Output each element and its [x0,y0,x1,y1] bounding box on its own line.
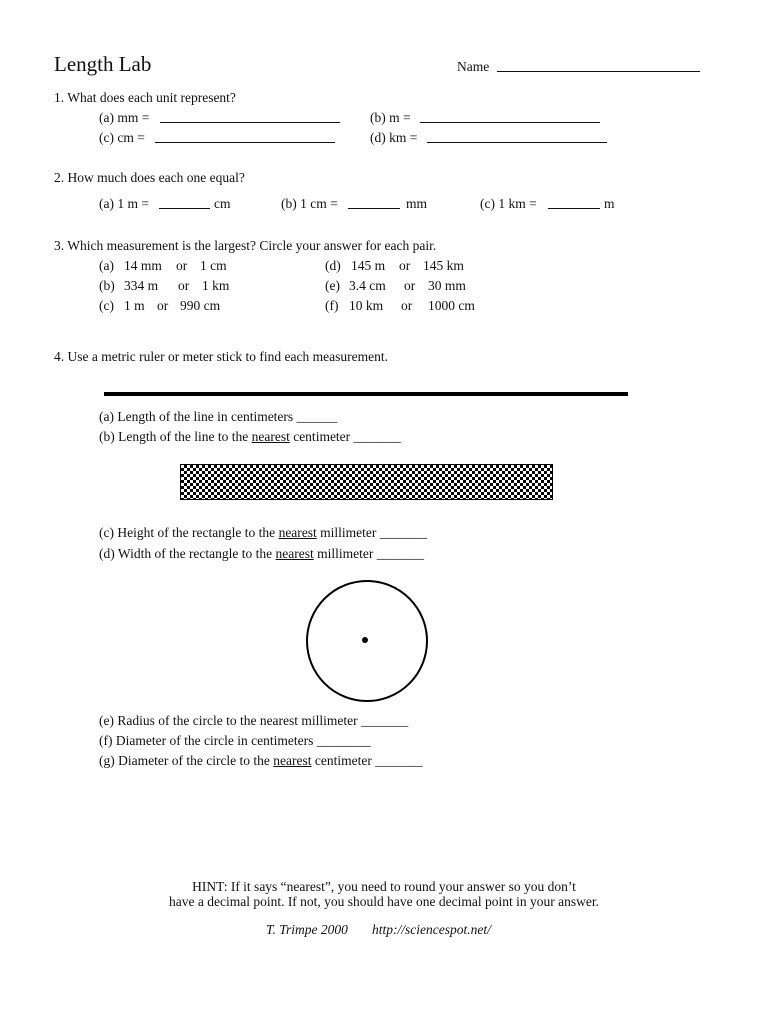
q2-b-blank[interactable] [348,208,400,209]
q4-c-pre: (c) Height of the rectangle to the [99,525,276,540]
q2-c-blank[interactable] [548,208,600,209]
q1-c-blank[interactable] [155,142,335,143]
q1-prompt: 1. What does each unit represent? [54,90,236,105]
q4-b-text [99,429,401,445]
q2-a-blank[interactable] [159,208,210,209]
q3-d-value2[interactable]: 145 km [423,258,464,273]
checkered-rectangle [180,464,553,500]
q3-e-label: (e) [325,278,340,293]
q4-d-pre: (d) Width of the rectangle to the [99,546,273,561]
q3-a-value2[interactable]: 1 cm [200,258,227,273]
q1-a-label: (a) mm = [99,110,150,125]
q3-f-or: or [401,298,413,313]
q3-f-value1[interactable]: 10 km [349,298,384,313]
name-blank[interactable] [497,71,700,72]
q4-c-post: millimeter _______ [320,525,428,540]
q2-b-label: (b) 1 cm = [281,196,338,211]
q1-a-blank[interactable] [160,122,340,123]
q3-b-label: (b) [99,278,115,293]
q3-d-or: or [399,258,411,273]
q3-c-or: or [157,298,169,313]
page-title: Length Lab [54,52,152,76]
q4-prompt: 4. Use a metric ruler or meter stick to find each measurement. [54,349,388,364]
q2-c-label: (c) 1 km = [480,196,537,211]
q3-c-value1[interactable]: 1 m [124,298,145,313]
q3-c-value2[interactable]: 990 cm [180,298,221,313]
q2-a-label: (a) 1 m = [99,196,149,211]
q4-g-post: centimeter _______ [314,753,423,768]
q1-c-label: (c) cm = [99,130,145,145]
q4-g-pre: (g) Diameter of the circle to the [99,753,270,768]
q4-e-text: (e) Radius of the circle to the nearest millimeter _______ [99,713,409,728]
q4-g-text [99,753,423,769]
q3-a-label: (a) [99,258,114,273]
hint-line-1: HINT: If it says “nearest”, you need to round your answer so you don’t [192,879,576,894]
q3-e-or: or [404,278,416,293]
q4-b-post: centimeter _______ [293,429,401,444]
q3-c-label: (c) [99,298,114,313]
q4-c-text [99,525,427,541]
q4-a-text: (a) Length of the line in centimeters ______ [99,409,338,424]
q3-a-or: or [176,258,188,273]
q1-d-label: (d) km = [370,130,418,145]
q4-c-nearest: nearest [278,525,317,540]
q3-d-label: (d) [325,258,341,273]
q2-prompt: 2. How much does each one equal? [54,170,245,185]
q4-b-nearest: nearest [251,429,290,444]
q3-f-label: (f) [325,298,339,313]
q3-d-value1[interactable]: 145 m [351,258,386,273]
q4-d-nearest: nearest [275,546,314,561]
q3-e-value1[interactable]: 3.4 cm [349,278,386,293]
footer-url[interactable]: http://sciencespot.net/ [372,922,491,937]
measurement-line [104,392,628,396]
q3-b-or: or [178,278,190,293]
q1-b-blank[interactable] [420,122,600,123]
q4-g-nearest: nearest [273,753,312,768]
q3-prompt: 3. Which measurement is the largest? Circle your answer for each pair. [54,238,437,253]
q1-b-label: (b) m = [370,110,411,125]
name-label: Name [457,59,490,74]
q4-d-post: millimeter _______ [317,546,425,561]
q3-a-value1[interactable]: 14 mm [124,258,162,273]
q4-d-text [99,546,424,562]
q3-b-value1[interactable]: 334 m [124,278,159,293]
footer-author: T. Trimpe 2000 [266,922,348,937]
q3-e-value2[interactable]: 30 mm [428,278,466,293]
q2-b-unit: mm [406,196,428,211]
circle-center-dot [362,637,368,643]
q4-b-pre: (b) Length of the line to the [99,429,249,444]
q2-c-unit: m [604,196,615,211]
q2-a-unit: cm [214,196,231,211]
q1-d-blank[interactable] [427,142,607,143]
q3-f-value2[interactable]: 1000 cm [428,298,475,313]
hint-line-2: have a decimal point. If not, you should have one decimal point in your answer. [168,894,600,909]
q4-f-text: (f) Diameter of the circle in centimeters ________ [99,733,371,748]
q3-b-value2[interactable]: 1 km [202,278,230,293]
